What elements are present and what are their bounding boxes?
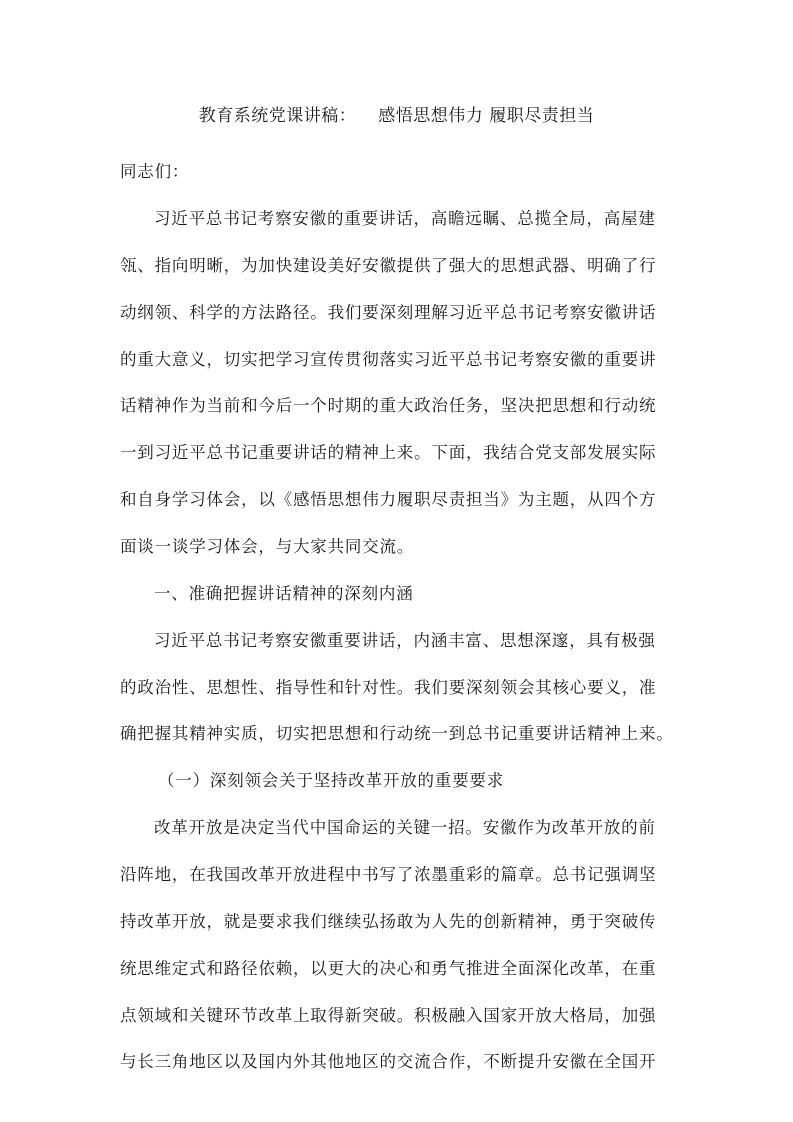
title-main: 感悟思想伟力 履职尽责担当 [378,106,595,126]
subsection-heading: （一）深刻领会关于坚持改革开放的重要要求 [158,771,504,790]
paragraph-line: 的政治性、思想性、指导性和针对性。我们要深刻领会其核心要义，准 [120,678,657,697]
paragraph-line: 点领域和关键环节改革上取得新突破。积极融入国家开放大格局，加强 [120,1006,657,1025]
document-title [0,104,793,128]
paragraph-line: 与长三角地区以及国内外其他地区的交流合作，不断提升安徽在全国开 [120,1052,657,1071]
paragraph-line: 沿阵地，在我国改革开放进程中书写了浓墨重彩的篇章。总书记强调坚 [120,865,657,884]
paragraph-line: 一到习近平总书记重要讲话的精神上来。下面，我结合党支部发展实际 [120,443,657,462]
paragraph-line: 习近平总书记考察安徽的重要讲话，高瞻远瞩、总揽全局，高屋建 [154,209,656,228]
paragraph-line: 习近平总书记考察安徽重要讲话，内涵丰富、思想深邃，具有极强 [154,631,656,650]
paragraph-line: 改革开放是决定当代中国命运的关键一招。安徽作为改革开放的前 [154,818,656,837]
title-prefix: 教育系统党课讲稿： [198,106,357,126]
salutation: 同志们： [120,162,190,181]
paragraph-line: 持改革开放，就是要求我们继续弘扬敢为人先的创新精神，勇于突破传 [120,912,657,931]
paragraph-line: 确把握其精神实质，切实把思想和行动统一到总书记重要讲话精神上来。 [120,724,674,743]
paragraph-line: 的重大意义，切实把学习宣传贯彻落实习近平总书记考察安徽的重要讲 [120,350,657,369]
section-heading: 一、准确把握讲话精神的深刻内涵 [154,584,414,603]
paragraph-line: 动纲领、科学的方法路径。我们要深刻理解习近平总书记考察安徽讲话 [120,303,657,322]
paragraph-line: 面谈一谈学习体会，与大家共同交流。 [120,537,415,556]
paragraph-line: 统思维定式和路径依赖，以更大的决心和勇气推进全面深化改革，在重 [120,959,657,978]
paragraph-line: 瓴、指向明晰，为加快建设美好安徽提供了强大的思想武器、明确了行 [120,256,657,275]
paragraph-line: 话精神作为当前和今后一个时期的重大政治任务，坚决把思想和行动统 [120,396,657,415]
paragraph-line: 和自身学习体会，以《感悟思想伟力履职尽责担当》为主题，从四个方 [120,490,657,509]
